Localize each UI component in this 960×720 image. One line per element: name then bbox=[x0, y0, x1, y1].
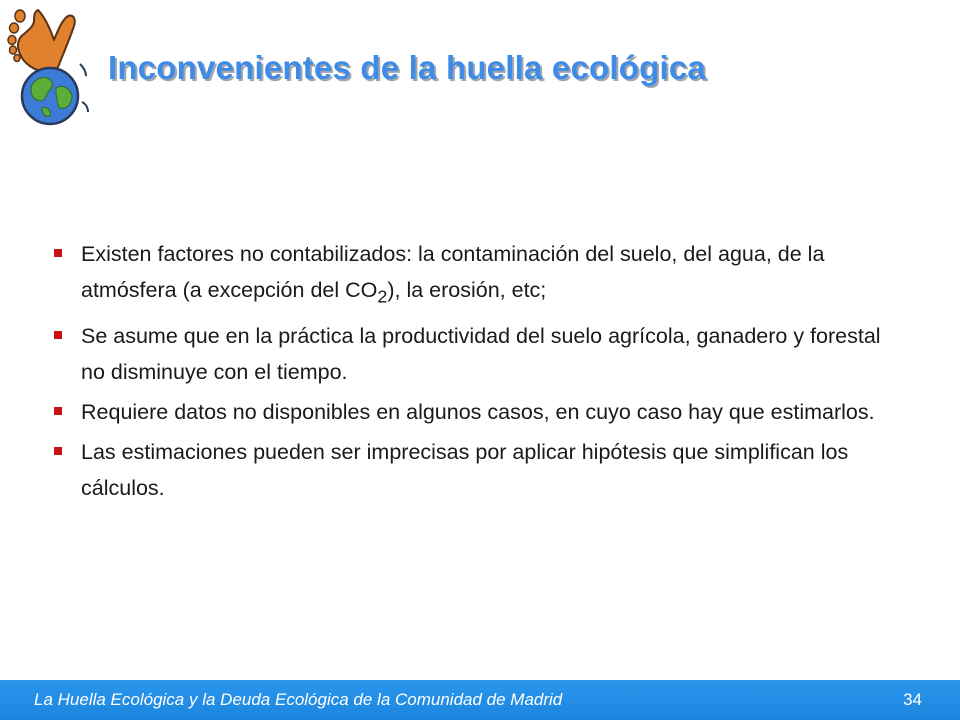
bullet-text: Requiere datos no disponibles en algunos casos, en cuyo caso hay que estimarlos. bbox=[81, 400, 875, 425]
bullet-text: Existen factores no contabilizados: la contaminación del suelo, del agua, de la atmósfera (a excepción del CO bbox=[81, 242, 825, 302]
bullet-text: Se asume que en la práctica la productividad del suelo agrícola, ganadero y forestal no disminuye con el tiempo. bbox=[81, 324, 881, 385]
square-bullet-icon bbox=[54, 407, 62, 415]
square-bullet-icon bbox=[54, 331, 62, 339]
bullet-text-continued: ), la erosión, etc; bbox=[387, 278, 547, 302]
list-item bbox=[45, 318, 905, 390]
page-title: Inconvenientes de la huella ecológica bbox=[108, 49, 706, 86]
footprint-on-globe-icon bbox=[4, 4, 96, 128]
bullet-text: Las estimaciones pueden ser imprecisas por aplicar hipótesis que simplifican los cálculos. bbox=[81, 440, 849, 501]
list-item bbox=[45, 394, 905, 430]
page-number: 34 bbox=[903, 690, 922, 709]
footer-text: La Huella Ecológica y la Deuda Ecológica de la Comunidad de Madrid bbox=[34, 690, 563, 709]
footer-bar bbox=[0, 680, 960, 720]
list-item bbox=[45, 434, 905, 506]
subscript-text: 2 bbox=[377, 286, 388, 307]
square-bullet-icon bbox=[54, 447, 62, 455]
list-item bbox=[45, 236, 905, 314]
square-bullet-icon bbox=[54, 249, 62, 257]
bullet-list bbox=[45, 236, 905, 510]
